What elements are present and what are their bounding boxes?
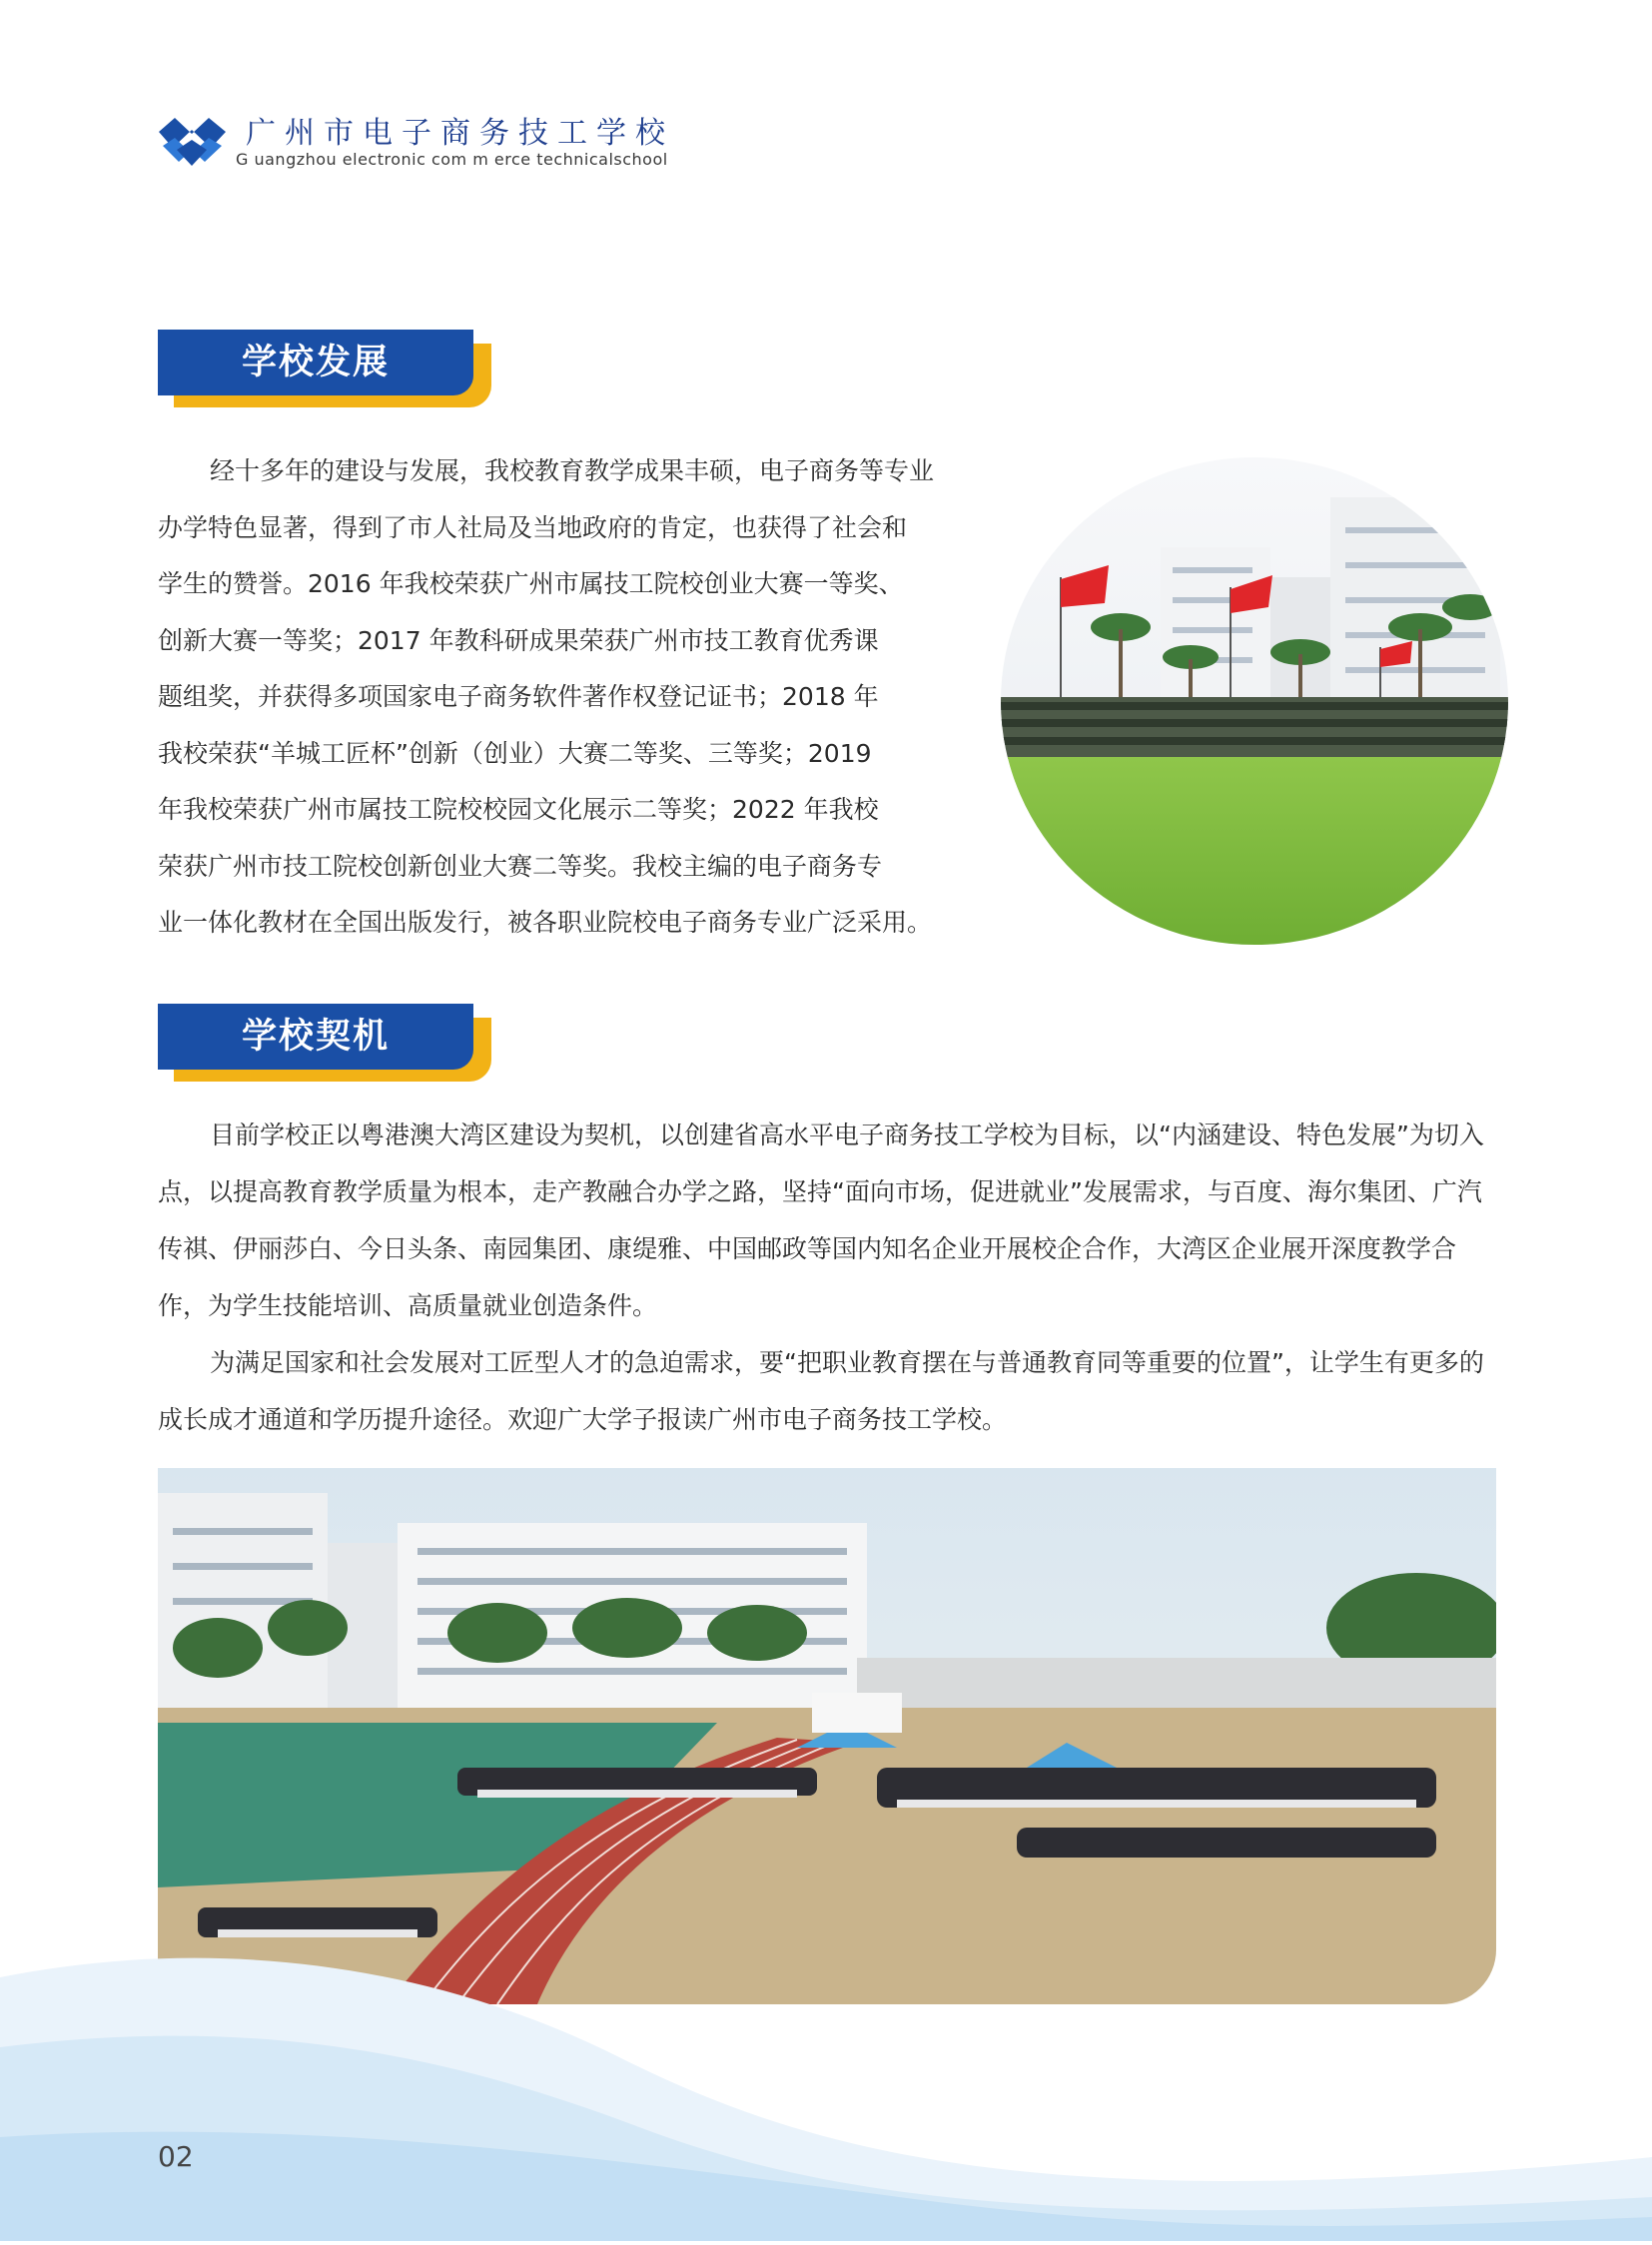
page-number: 02 bbox=[158, 2140, 194, 2173]
section-heading-development-label: 学校发展 bbox=[241, 343, 390, 382]
footer-wave-decoration bbox=[0, 1897, 1652, 2241]
development-line: 办学特色显著，得到了市人社局及当地政府的肯定，也获得了社会和 bbox=[158, 512, 908, 542]
development-line: 题组奖，并获得多项国家电子商务软件著作权登记证书；2018 年 bbox=[158, 682, 879, 711]
development-line: 年我校荣获广州市属技工院校校园文化展示二等奖；2022 年我校 bbox=[158, 795, 879, 824]
military-training-photo bbox=[1001, 457, 1508, 945]
school-name-en: G uangzhou electronic com m erce technicalschool bbox=[236, 150, 668, 169]
development-line: 学生的赞誉。2016 年我校荣获广州市属技工院校创业大赛一等奖、 bbox=[158, 569, 904, 598]
school-name-cn: 广州市电子商务技工学校 bbox=[246, 116, 674, 151]
development-line: 荣获广州市技工院校创新创业大赛二等奖。我校主编的电子商务专 bbox=[158, 851, 883, 881]
development-paragraph bbox=[158, 443, 1047, 952]
school-logo bbox=[155, 110, 230, 170]
opportunity-paragraph: 为满足国家和社会发展对工匠型人才的急迫需求，要“把职业教育摆在与普通教育同等重要的位置”，让学生有更多的成长成才通道和学历提升途径。欢迎广大学子报读广州市电子商务技工学校。 bbox=[158, 1348, 1484, 1434]
section-heading-opportunity bbox=[158, 1004, 492, 1084]
section-heading-opportunity-label: 学校契机 bbox=[241, 1017, 390, 1057]
development-line: 业一体化教材在全国出版发行，被各职业院校电子商务专业广泛采用。 bbox=[158, 908, 933, 937]
development-line: 创新大赛一等奖；2017 年教科研成果荣获广州市技工教育优秀课 bbox=[158, 625, 879, 655]
section-heading-development bbox=[158, 330, 492, 409]
opportunity-paragraph: 目前学校正以粤港澳大湾区建设为契机，以创建省高水平电子商务技工学校为目标，以“内涵建设、特色发展”为切入点，以提高教育教学质量为根本，走产教融合办学之路，坚持“面向市场，促进就业”发展需求，与百度、海尔集团、广汽传祺、伊丽莎白、今日头条、南园集团、康缇雅、中国邮政等国内知名企业开展校企合作，大湾区企业展开深度教学合作，为学生技能培训、高质量就业创造条件。 bbox=[158, 1121, 1484, 1320]
opportunity-text bbox=[158, 1107, 1501, 1448]
development-line: 我校荣获“羊城工匠杯”创新（创业）大赛二等奖、三等奖；2019 bbox=[158, 738, 872, 768]
development-line: 经十多年的建设与发展，我校教育教学成果丰硕，电子商务等专业 bbox=[210, 456, 935, 485]
